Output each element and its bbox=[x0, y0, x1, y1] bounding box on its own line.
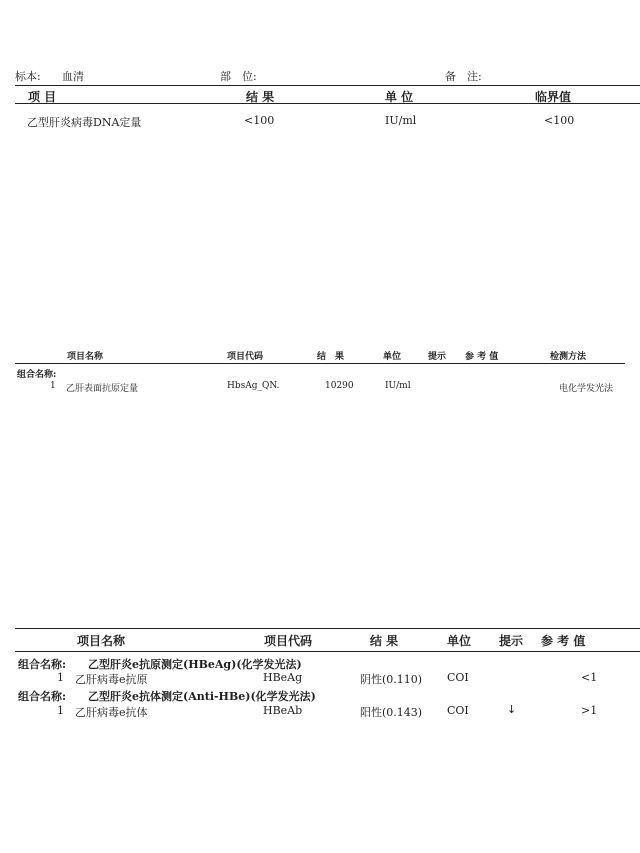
col-header-result: 结 果 bbox=[317, 352, 345, 362]
row-unit: COI bbox=[447, 704, 469, 717]
row-unit: IU/ml bbox=[385, 114, 417, 127]
group-label: 组合名称: bbox=[17, 370, 57, 380]
group-title: 乙型肝炎e抗原测定(HBeAg)(化学发光法) bbox=[88, 658, 302, 671]
col-header-name: 项目名称 bbox=[77, 634, 126, 648]
header-top-rule bbox=[15, 85, 640, 86]
row-num: 1 bbox=[57, 671, 64, 684]
header-bottom-rule bbox=[15, 103, 640, 104]
row-name: 乙肝病毒e抗原 bbox=[75, 673, 148, 686]
col-header-unit: 单位 bbox=[383, 352, 402, 362]
row-code: HbsAg_QN. bbox=[227, 381, 280, 391]
row-result: 10290 bbox=[325, 381, 354, 391]
row-code: HBeAg bbox=[263, 671, 303, 684]
col-header-ref: 参 考 值 bbox=[465, 352, 499, 362]
row-item: 乙型肝炎病毒DNA定量 bbox=[27, 116, 142, 129]
col-header-code: 项目代码 bbox=[264, 634, 313, 648]
row-result: <100 bbox=[244, 114, 275, 127]
col-header-result: 结 果 bbox=[370, 634, 399, 648]
col-header-method: 检测方法 bbox=[550, 352, 587, 362]
row-result: 阴性(0.110) bbox=[360, 673, 423, 686]
col-header-item: 项 目 bbox=[28, 90, 57, 104]
row-method: 电化学发光法 bbox=[559, 384, 614, 394]
group-label: 组合名称: bbox=[18, 658, 67, 671]
col-header-hint: 提示 bbox=[499, 634, 524, 648]
specimen-label: 标本: bbox=[15, 70, 41, 83]
row-code: HBeAb bbox=[263, 704, 303, 717]
row-name: 乙肝表面抗原定量 bbox=[66, 384, 139, 394]
row-result: 阳性(0.143) bbox=[360, 706, 423, 719]
row-ref: >1 bbox=[581, 704, 598, 717]
col-header-unit: 单 位 bbox=[385, 90, 414, 104]
row-ref: <1 bbox=[581, 671, 598, 684]
specimen-value: 血清 bbox=[62, 70, 84, 83]
row-unit: COI bbox=[447, 671, 469, 684]
col-header-unit: 单位 bbox=[447, 634, 472, 648]
note-label: 备 注: bbox=[445, 70, 482, 83]
row-unit: IU/ml bbox=[385, 381, 411, 391]
row-num: 1 bbox=[50, 381, 56, 391]
header-bottom-rule bbox=[15, 651, 640, 652]
group-title: 乙型肝炎e抗体测定(Anti-HBe)(化学发光法) bbox=[88, 690, 316, 703]
col-header-result: 结 果 bbox=[246, 90, 275, 104]
col-header-hint: 提示 bbox=[428, 352, 447, 362]
col-header-name: 项目名称 bbox=[67, 352, 104, 362]
row-critical: <100 bbox=[544, 114, 575, 127]
group-label: 组合名称: bbox=[18, 690, 67, 703]
header-rule bbox=[15, 363, 625, 364]
site-label: 部 位: bbox=[220, 70, 257, 83]
row-hint-arrow: ↓ bbox=[507, 703, 517, 716]
header-top-rule bbox=[15, 628, 640, 629]
row-num: 1 bbox=[57, 704, 64, 717]
col-header-critical: 临界值 bbox=[535, 90, 572, 104]
col-header-code: 项目代码 bbox=[227, 352, 264, 362]
row-name: 乙肝病毒e抗体 bbox=[75, 706, 148, 719]
col-header-ref: 参 考 值 bbox=[541, 634, 586, 648]
